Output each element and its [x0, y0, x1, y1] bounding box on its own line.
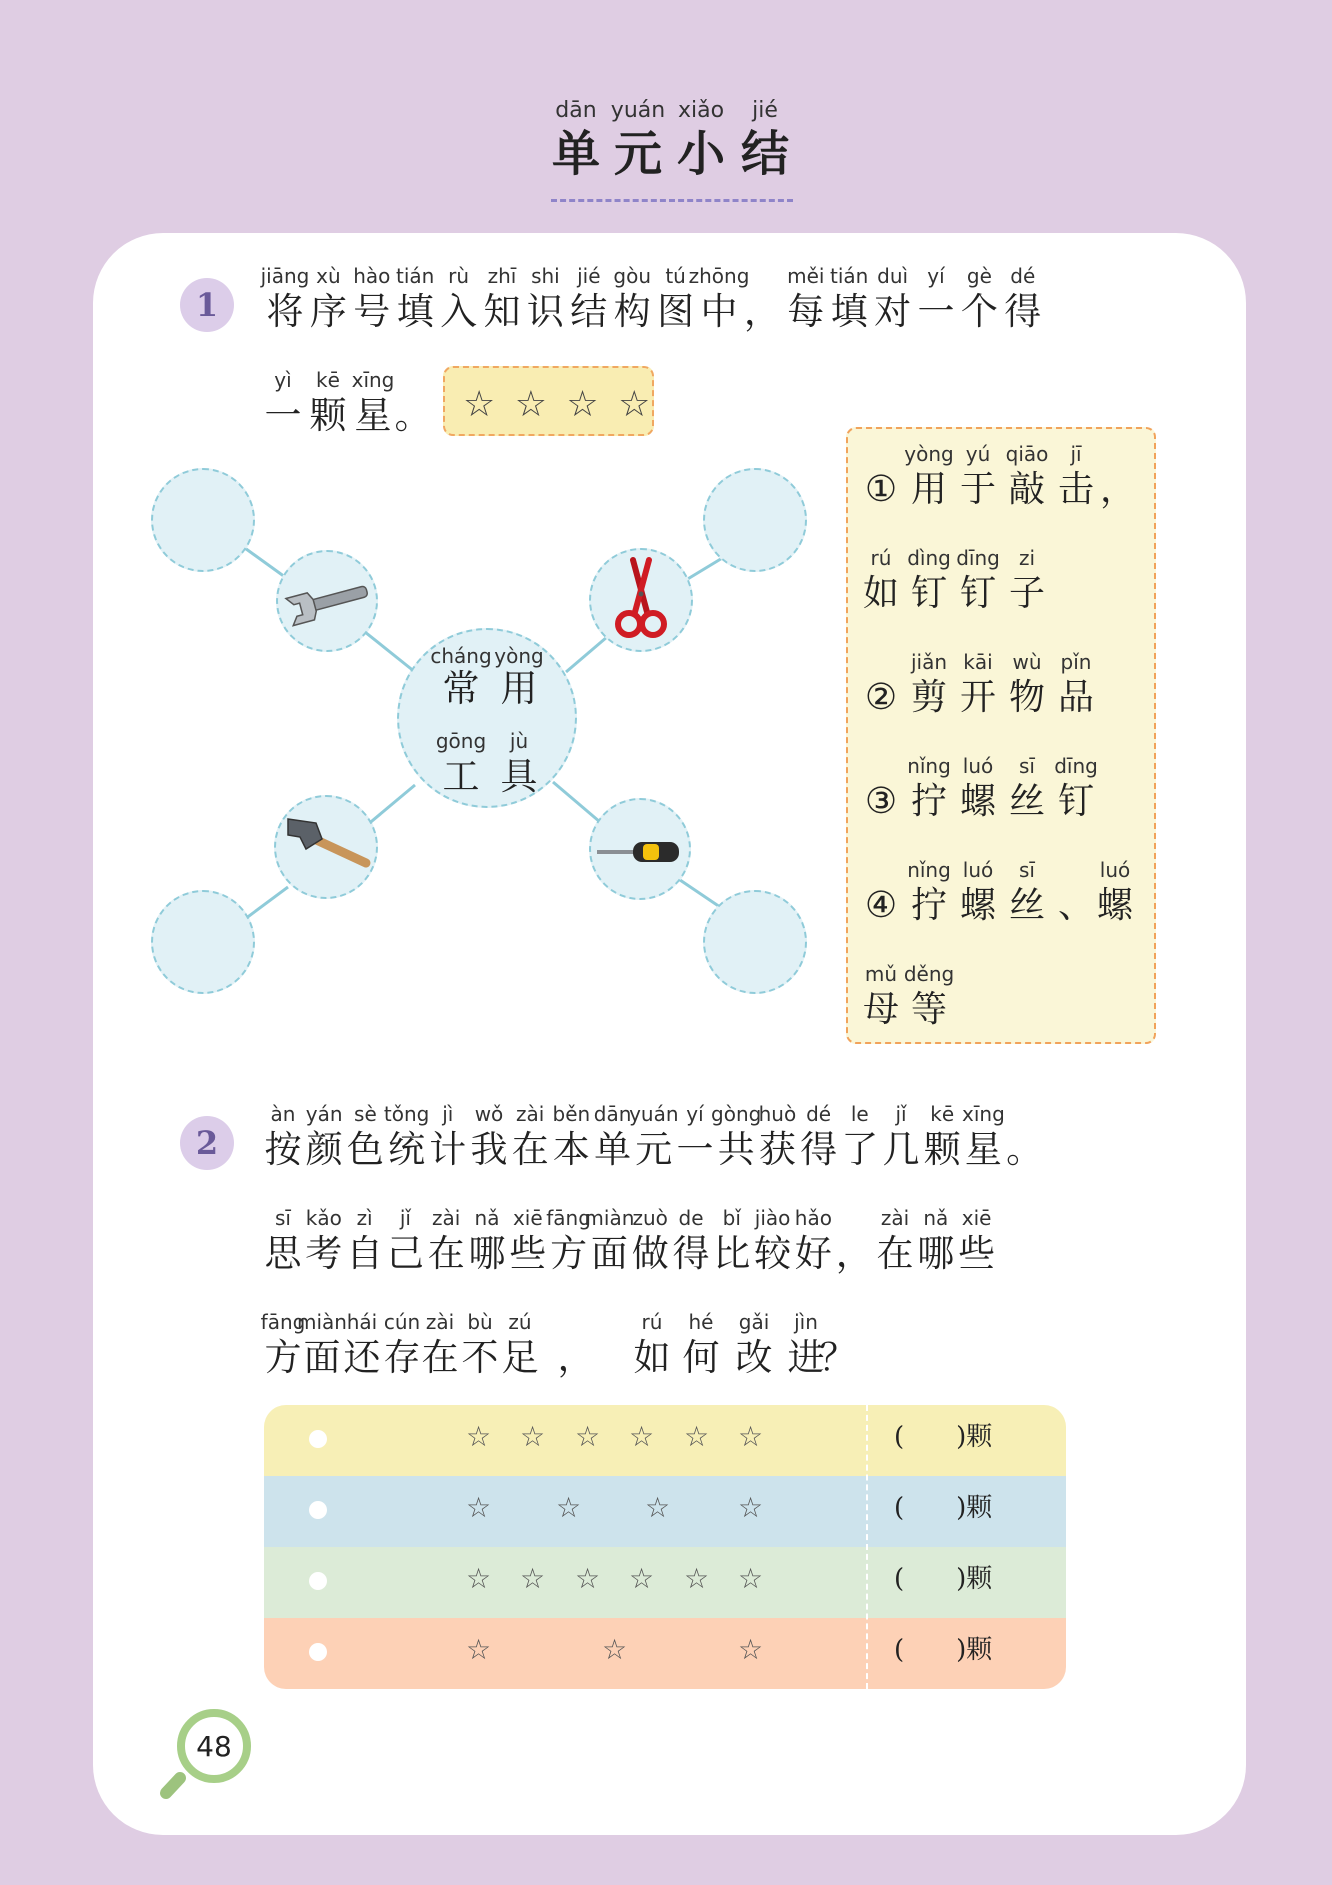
hammer-circle: [274, 795, 378, 899]
pinyin-syllable: de: [678, 1206, 704, 1230]
pinyin-syllable: hào: [353, 264, 391, 288]
pinyin-syllable: xīng: [962, 1102, 1005, 1126]
hanzi-character: 个: [960, 290, 998, 333]
hanzi-character: 本: [552, 1128, 590, 1171]
hanzi-character: 钉: [959, 573, 997, 614]
star-icon: ☆: [738, 1633, 764, 1666]
star-icon: ☆: [738, 1562, 764, 1595]
star-count-blank: ( )颗: [894, 1635, 993, 1665]
pinyin-syllable: nǎ: [923, 1206, 949, 1230]
screwdriver-icon: [591, 800, 689, 898]
pinyin-syllable: yú: [965, 442, 991, 466]
question-1-badge: 1: [180, 278, 234, 332]
pinyin-syllable: sī: [275, 1206, 291, 1230]
hanzi-character: 开: [959, 677, 997, 718]
pinyin-syllable: xiē: [961, 1206, 992, 1230]
hanzi-character: 较: [754, 1232, 792, 1275]
star-icon: ☆: [602, 1633, 628, 1666]
hanzi-character: 中: [700, 290, 738, 333]
pinyin-syllable: nǎ: [474, 1206, 500, 1230]
pinyin-syllable: jì: [442, 1102, 454, 1126]
answer-circle-bottom-left: [151, 890, 255, 994]
pinyin-syllable: jù: [509, 729, 529, 753]
hanzi-character: 色: [346, 1128, 384, 1171]
answer-circle-bottom-right: [703, 890, 807, 994]
hanzi-character: ，: [835, 1232, 873, 1275]
hanzi-character: 单: [594, 1128, 632, 1171]
pinyin-syllable: dīng: [1054, 754, 1098, 778]
tally-row: [264, 1547, 1066, 1618]
pinyin-syllable: jiào: [754, 1206, 791, 1230]
star-icon: ☆: [575, 1420, 601, 1453]
pinyin-syllable: tǒng: [383, 1102, 430, 1126]
hanzi-character: 改: [735, 1336, 773, 1379]
hanzi-character: 钉: [910, 573, 948, 614]
star-icon: ☆: [466, 1562, 492, 1595]
hanzi-character: ？: [819, 1336, 857, 1379]
pinyin-syllable: hǎo: [794, 1206, 832, 1230]
pinyin-syllable: sī: [1019, 754, 1035, 778]
hanzi-character: 哪: [468, 1232, 506, 1275]
hanzi-character: 用: [910, 469, 948, 510]
hanzi-character: 图: [657, 290, 695, 333]
star-icon: ☆: [629, 1562, 655, 1595]
hanzi-character: 结: [740, 126, 790, 182]
pinyin-syllable: rù: [448, 264, 470, 288]
pinyin-syllable: luó: [1099, 858, 1131, 882]
hanzi-character: 星: [964, 1128, 1002, 1171]
hanzi-character: 子: [1008, 573, 1046, 614]
hanzi-character: 填: [830, 290, 868, 333]
pinyin-syllable: qiāo: [1005, 442, 1049, 466]
pinyin-syllable: zài: [425, 1310, 455, 1334]
star-count-blank: ( )颗: [894, 1564, 993, 1594]
hanzi-character: 品: [1057, 677, 1095, 718]
pinyin-syllable: kē: [316, 368, 340, 392]
color-dot: [309, 1572, 327, 1590]
q1-star-box-stars: ☆ ☆ ☆ ☆: [463, 384, 655, 425]
hanzi-character: 比: [713, 1232, 751, 1275]
hanzi-character: 构: [613, 290, 651, 333]
hanzi-character: 颗: [309, 394, 347, 437]
star-icon: ☆: [684, 1420, 710, 1453]
hanzi-character: 填: [396, 290, 434, 333]
pinyin-syllable: dé: [1010, 264, 1036, 288]
pinyin-syllable: wǒ: [474, 1102, 504, 1126]
pinyin-syllable: rú: [641, 1310, 663, 1334]
hanzi-character: 物: [1008, 677, 1046, 718]
hanzi-character: 得: [672, 1232, 710, 1275]
pinyin-syllable: yòng: [494, 644, 544, 668]
answer-circle-top-right: [703, 468, 807, 572]
hanzi-character: 得: [1004, 290, 1042, 333]
hanzi-character: ，: [557, 1336, 595, 1379]
pinyin-syllable: dìng: [907, 546, 951, 570]
pinyin-syllable: miàn: [297, 1310, 347, 1334]
hanzi-character: 好: [794, 1232, 832, 1275]
pinyin-syllable: fāng: [260, 1310, 306, 1334]
hanzi-character: 获: [758, 1128, 796, 1171]
pinyin-syllable: tú: [665, 264, 686, 288]
hanzi-character: 工: [442, 755, 480, 798]
hanzi-character: ②: [864, 677, 898, 718]
pinyin-syllable: zi: [1018, 546, 1036, 570]
hanzi-character: 常: [442, 667, 480, 710]
pinyin-syllable: xīng: [351, 368, 395, 392]
hanzi-character: 在: [427, 1232, 465, 1275]
hanzi-character: 了: [841, 1128, 879, 1171]
star-icon: ☆: [556, 1491, 582, 1524]
star-icon: ☆: [575, 1562, 601, 1595]
hanzi-character: 我: [470, 1128, 508, 1171]
hanzi-character: 得: [800, 1128, 838, 1171]
hanzi-character: 哪: [917, 1232, 955, 1275]
hanzi-character: ①: [864, 469, 898, 510]
pinyin-syllable: xù: [316, 264, 341, 288]
pinyin-syllable: sī: [1019, 858, 1035, 882]
hanzi-character: 母: [862, 989, 900, 1030]
hanzi-character: 些: [958, 1232, 996, 1275]
hanzi-character: 做: [631, 1232, 669, 1275]
star-icon: ☆: [466, 1420, 492, 1453]
hanzi-character: 在: [421, 1336, 459, 1379]
hanzi-character: 丝: [1008, 781, 1046, 822]
screwdriver-circle: [589, 798, 691, 900]
star-icon: ☆: [738, 1420, 764, 1453]
hanzi-character: 一: [676, 1128, 714, 1171]
star-icon: ☆: [466, 1491, 492, 1524]
pinyin-syllable: cháng: [430, 644, 492, 668]
hanzi-character: 何: [682, 1336, 720, 1379]
hanzi-character: 一: [917, 290, 955, 333]
pinyin-syllable: zài: [516, 1102, 545, 1126]
pinyin-syllable: yuán: [629, 1102, 679, 1126]
pinyin-syllable: cún: [383, 1310, 421, 1334]
pinyin-syllable: zú: [508, 1310, 532, 1334]
pinyin-syllable: kē: [930, 1102, 955, 1126]
hanzi-character: 敲: [1008, 469, 1046, 510]
hanzi-character: 如: [862, 573, 900, 614]
pinyin-syllable: nǐng: [907, 858, 951, 882]
hanzi-character: 星: [354, 394, 392, 437]
hanzi-character: ③: [864, 781, 898, 822]
pinyin-syllable: bù: [467, 1310, 493, 1334]
pinyin-syllable: yuán: [610, 98, 666, 123]
pinyin-syllable: xiǎo: [677, 98, 725, 123]
pinyin-syllable: le: [850, 1102, 869, 1126]
hanzi-character: ④: [864, 885, 898, 926]
pinyin-syllable: kǎo: [305, 1206, 342, 1230]
pinyin-syllable: shi: [531, 264, 560, 288]
hanzi-character: ，: [1099, 469, 1137, 510]
hanzi-character: 等: [910, 989, 948, 1030]
wrench-circle: [276, 550, 378, 652]
pinyin-syllable: dān: [555, 98, 597, 123]
pinyin-syllable: jìn: [794, 1310, 818, 1334]
hanzi-character: 按: [264, 1128, 302, 1171]
star-icon: ☆: [466, 1633, 492, 1666]
hanzi-character: 如: [633, 1336, 671, 1379]
tally-row: [264, 1405, 1066, 1476]
hanzi-character: 具: [500, 755, 538, 798]
pinyin-syllable: gòu: [613, 264, 651, 288]
pinyin-syllable: wù: [1012, 650, 1042, 674]
hanzi-character: 几: [882, 1128, 920, 1171]
hanzi-character: 在: [511, 1128, 549, 1171]
hanzi-character: 进: [787, 1336, 825, 1379]
scissors-icon: [591, 550, 691, 650]
hanzi-character: 识: [526, 290, 564, 333]
wrench-icon: [278, 552, 376, 650]
hanzi-character: 。: [394, 394, 432, 437]
hanzi-character: ，: [743, 290, 781, 333]
answer-circle-top-left: [151, 468, 255, 572]
tally-row: [264, 1618, 1066, 1689]
hanzi-character: 结: [570, 290, 608, 333]
hanzi-character: 统: [388, 1128, 426, 1171]
star-count-blank: ( )颗: [894, 1493, 993, 1523]
star-icon: ☆: [629, 1420, 655, 1453]
pinyin-syllable: jǐ: [895, 1102, 907, 1126]
hanzi-character: 方: [550, 1232, 588, 1275]
hanzi-character: 钉: [1057, 781, 1095, 822]
pinyin-syllable: luó: [962, 858, 994, 882]
pinyin-syllable: zuò: [632, 1206, 668, 1230]
hanzi-character: 入: [440, 290, 478, 333]
question-2-badge: 2: [180, 1116, 234, 1170]
star-count-blank: ( )颗: [894, 1422, 993, 1452]
hanzi-character: 、: [1057, 885, 1095, 926]
pinyin-syllable: yòng: [904, 442, 954, 466]
pinyin-syllable: yí: [686, 1102, 704, 1126]
hanzi-character: 对: [874, 290, 912, 333]
hanzi-character: 己: [386, 1232, 424, 1275]
hammer-icon: [276, 797, 376, 897]
hanzi-character: 剪: [910, 677, 948, 718]
pinyin-syllable: gòng: [711, 1102, 762, 1126]
hanzi-character: 知: [483, 290, 521, 333]
hanzi-character: 元: [613, 126, 663, 182]
pinyin-syllable: sè: [354, 1102, 377, 1126]
hanzi-character: 击: [1057, 469, 1095, 510]
star-icon: ☆: [645, 1491, 671, 1524]
pinyin-syllable: zài: [880, 1206, 910, 1230]
star-icon: ☆: [738, 1491, 764, 1524]
hanzi-character: 序: [309, 290, 347, 333]
pinyin-syllable: àn: [270, 1102, 296, 1126]
pinyin-syllable: zì: [356, 1206, 373, 1230]
pinyin-syllable: jié: [577, 264, 601, 288]
tally-divider: [866, 1405, 868, 1689]
hanzi-character: 螺: [1096, 885, 1134, 926]
hanzi-character: 自: [346, 1232, 384, 1275]
hanzi-character: 思: [264, 1232, 302, 1275]
hanzi-character: 一: [264, 394, 302, 437]
pinyin-syllable: jié: [752, 98, 778, 123]
pinyin-syllable: gè: [966, 264, 992, 288]
hanzi-character: 在: [876, 1232, 914, 1275]
hanzi-character: 共: [717, 1128, 755, 1171]
scissors-circle: [589, 548, 693, 652]
pinyin-syllable: gōng: [435, 729, 487, 753]
tally-row: [264, 1476, 1066, 1547]
hanzi-character: 存: [383, 1336, 421, 1379]
hanzi-character: 还: [343, 1336, 381, 1379]
pinyin-syllable: hái: [346, 1310, 378, 1334]
options-box: [846, 427, 1156, 1044]
color-dot: [309, 1643, 327, 1661]
pinyin-syllable: měi: [787, 264, 825, 288]
hanzi-character: 螺: [959, 885, 997, 926]
hanzi-character: 元: [635, 1128, 673, 1171]
hanzi-character: 于: [959, 469, 997, 510]
hanzi-character: 每: [787, 290, 825, 333]
pinyin-syllable: huò: [758, 1102, 797, 1126]
hanzi-character: 计: [429, 1128, 467, 1171]
hanzi-character: 将: [266, 290, 304, 333]
pinyin-syllable: dān: [593, 1102, 632, 1126]
hanzi-character: 面: [590, 1232, 628, 1275]
color-dot: [309, 1501, 327, 1519]
pinyin-syllable: děng: [903, 962, 955, 986]
pinyin-syllable: yì: [274, 368, 292, 392]
hanzi-character: 面: [303, 1336, 341, 1379]
pinyin-syllable: duì: [877, 264, 909, 288]
hanzi-character: 拧: [910, 885, 948, 926]
page-number: 48: [196, 1730, 232, 1763]
pinyin-syllable: rú: [870, 546, 892, 570]
hanzi-character: 小: [676, 126, 726, 182]
pinyin-syllable: fāng: [546, 1206, 591, 1230]
hanzi-character: 用: [500, 667, 538, 710]
hanzi-character: 拧: [910, 781, 948, 822]
hanzi-character: 些: [509, 1232, 547, 1275]
pinyin-syllable: xiē: [512, 1206, 543, 1230]
pinyin-syllable: jǐ: [399, 1206, 411, 1230]
pinyin-syllable: jī: [1070, 442, 1082, 466]
pinyin-syllable: jiǎn: [910, 650, 948, 674]
pinyin-syllable: yán: [305, 1102, 343, 1126]
hanzi-character: 单: [551, 126, 601, 182]
hanzi-character: 足: [501, 1336, 539, 1379]
star-icon: ☆: [520, 1420, 546, 1453]
hanzi-character: 方: [264, 1336, 302, 1379]
pinyin-syllable: kāi: [963, 650, 993, 674]
pinyin-syllable: dīng: [956, 546, 1000, 570]
pinyin-syllable: jiāng: [260, 264, 310, 288]
pinyin-syllable: pǐn: [1060, 650, 1092, 674]
pinyin-syllable: dé: [806, 1102, 832, 1126]
pinyin-syllable: miàn: [584, 1206, 635, 1230]
pinyin-syllable: bǐ: [722, 1206, 741, 1230]
color-dot: [309, 1430, 327, 1448]
pinyin-syllable: gǎi: [738, 1310, 770, 1334]
pinyin-syllable: tián: [830, 264, 869, 288]
hanzi-character: 号: [353, 290, 391, 333]
pinyin-syllable: zhōng: [688, 264, 750, 288]
star-icon: ☆: [684, 1562, 710, 1595]
pinyin-syllable: zhī: [487, 264, 517, 288]
hanzi-character: 颜: [305, 1128, 343, 1171]
hanzi-character: 考: [305, 1232, 343, 1275]
hanzi-character: 丝: [1008, 885, 1046, 926]
pinyin-syllable: hé: [688, 1310, 714, 1334]
pinyin-syllable: tián: [396, 264, 435, 288]
pinyin-syllable: nǐng: [907, 754, 951, 778]
pinyin-syllable: mǔ: [864, 962, 898, 986]
hanzi-character: 不: [461, 1336, 499, 1379]
pinyin-syllable: běn: [552, 1102, 591, 1126]
hanzi-character: 。: [1006, 1128, 1044, 1171]
pinyin-syllable: yí: [927, 264, 945, 288]
star-icon: ☆: [520, 1562, 546, 1595]
hanzi-character: 颗: [923, 1128, 961, 1171]
hanzi-character: 螺: [959, 781, 997, 822]
pinyin-syllable: zài: [432, 1206, 461, 1230]
pinyin-syllable: luó: [962, 754, 994, 778]
